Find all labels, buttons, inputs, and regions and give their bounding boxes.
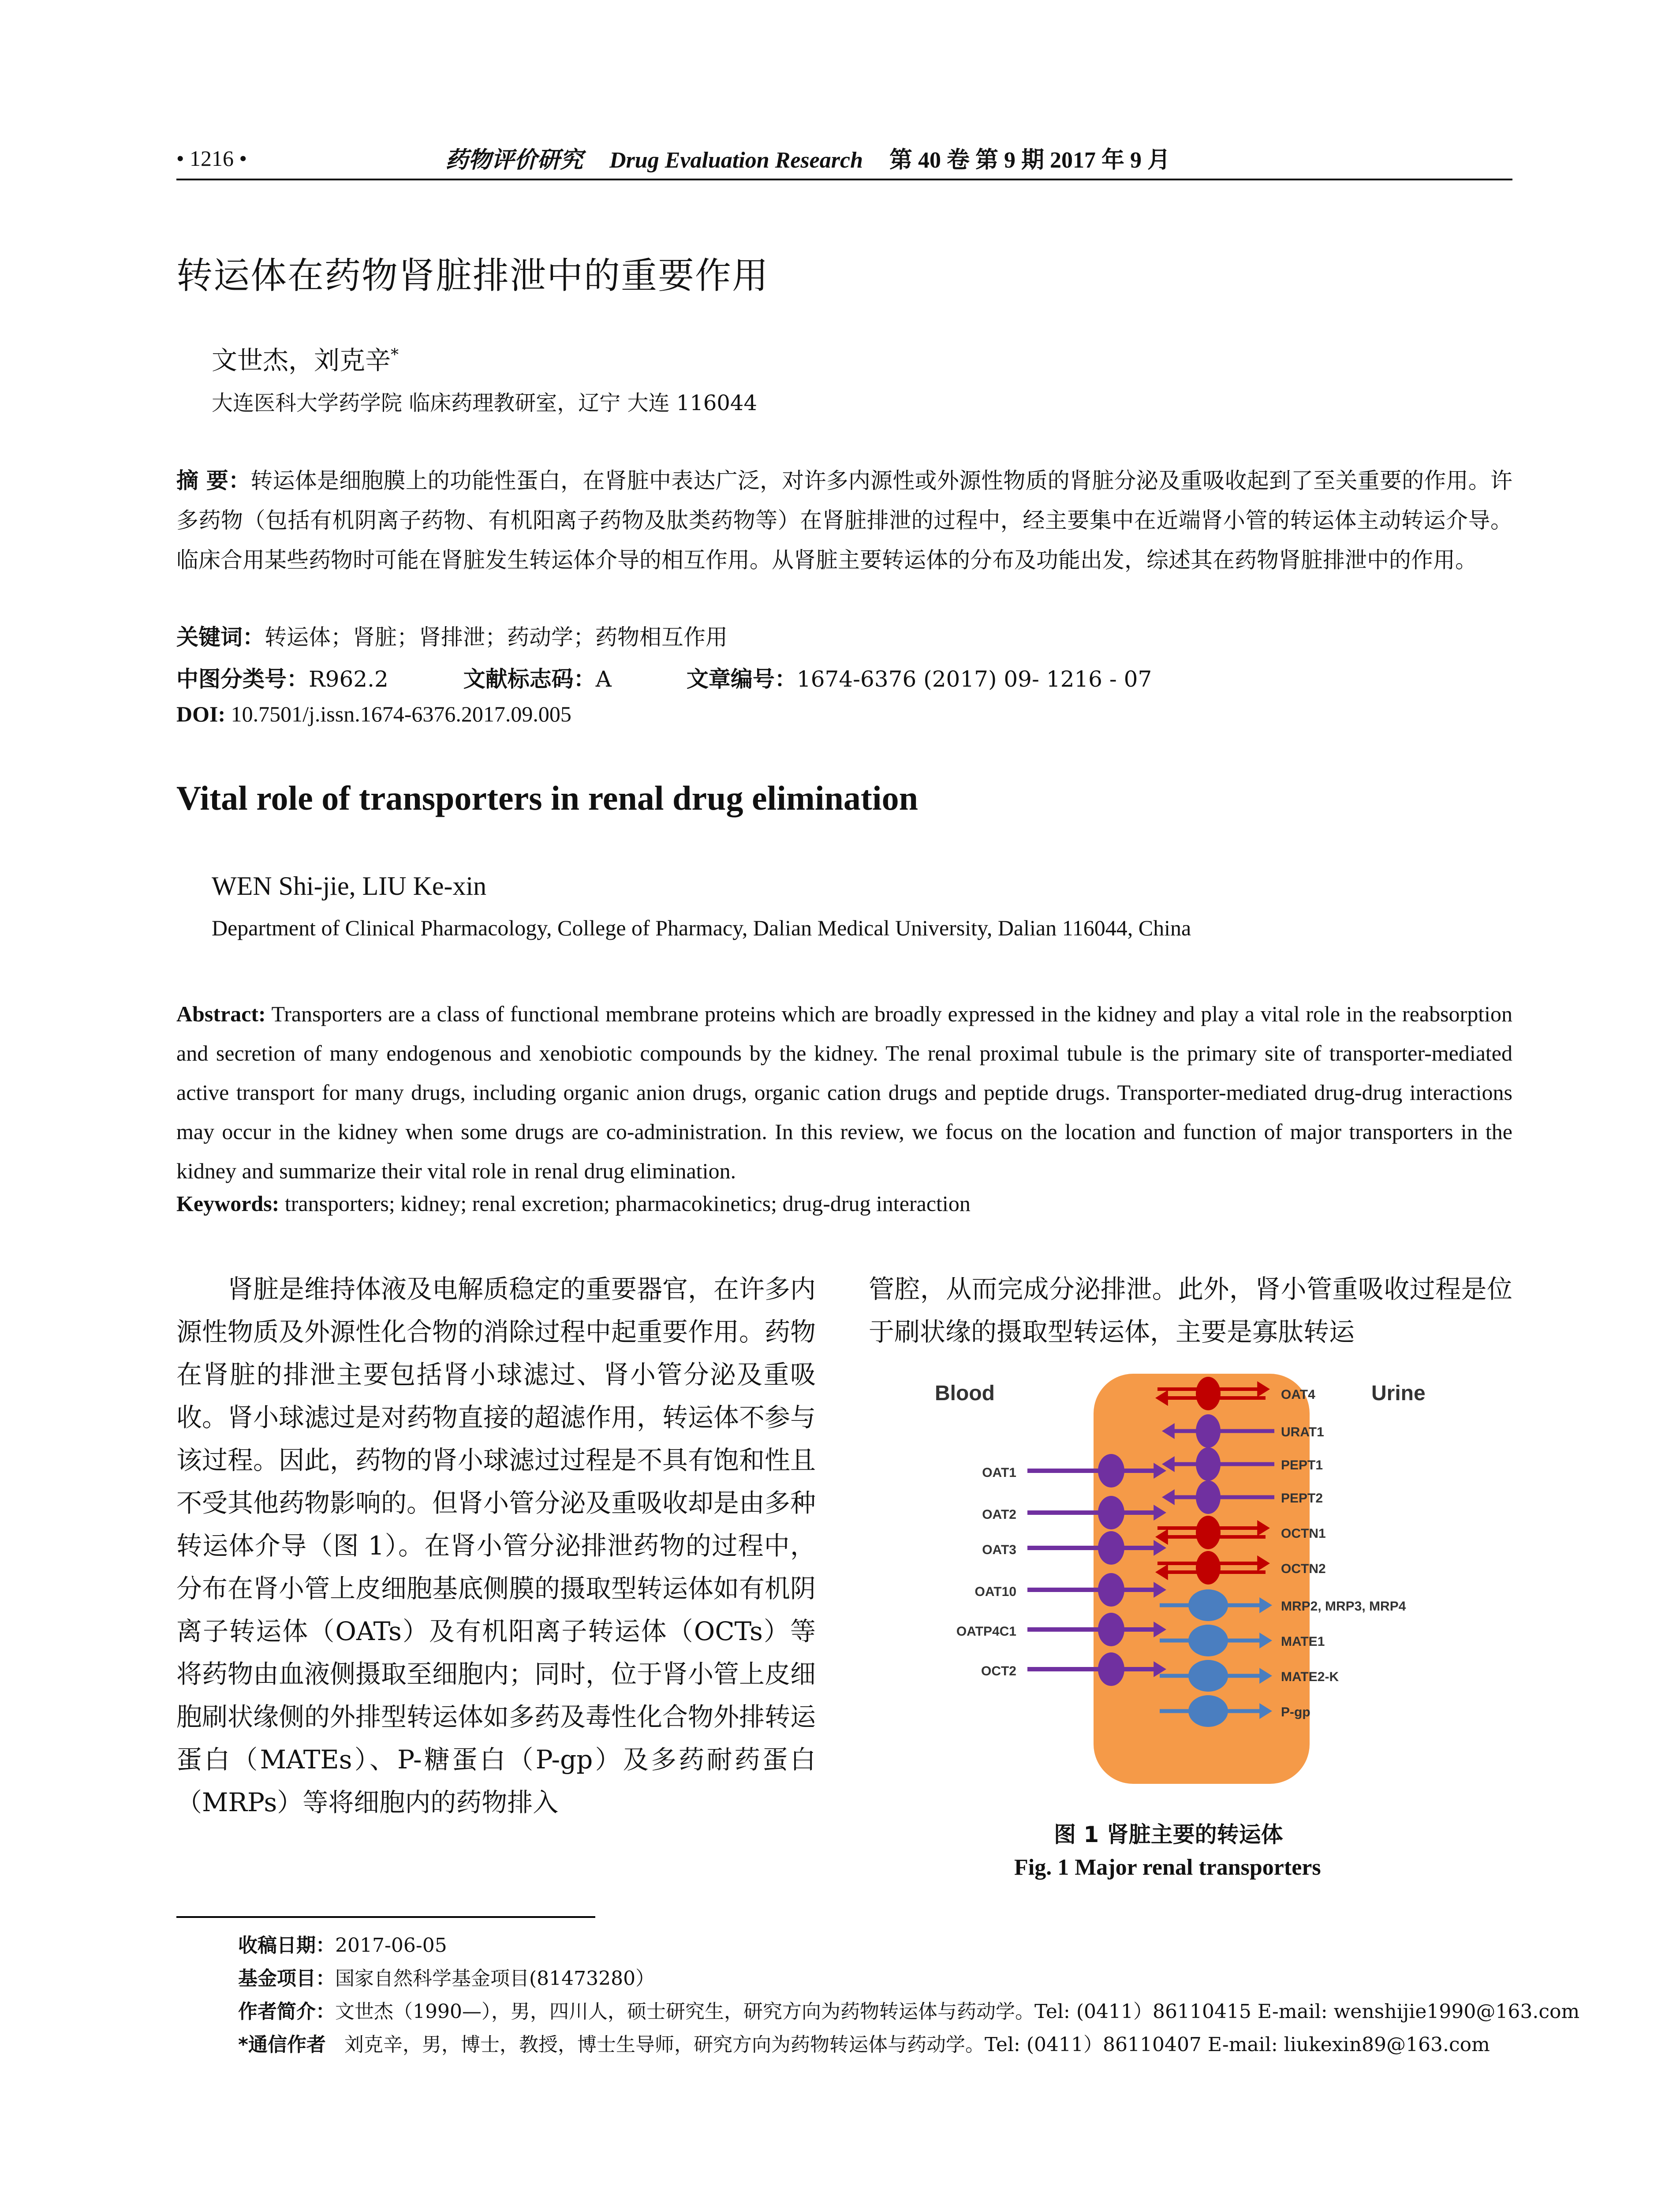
svg-text:OCT2: OCT2	[981, 1664, 1016, 1678]
corresponding-mark: *	[391, 346, 399, 364]
keywords-cn-text: 转运体；肾脏；肾排泄；药动学；药物相互作用	[265, 624, 728, 650]
article-title-en: Vital role of transporters in renal drug elimination	[176, 779, 918, 817]
keywords-cn	[176, 620, 728, 651]
svg-text:OAT3: OAT3	[982, 1543, 1016, 1557]
svg-text:PEPT1: PEPT1	[1281, 1458, 1323, 1472]
article-no-value: 1674-6376 (2017) 09- 1216 - 07	[796, 666, 1152, 692]
abstract-en-label: Abstract:	[176, 1002, 266, 1026]
svg-text:MATE2-K: MATE2-K	[1281, 1670, 1339, 1684]
body-left-column: 肾脏是维持体液及电解质稳定的重要器官，在许多内源性物质及外源性化合物的消除过程中起重要作用。药物在肾脏的排泄主要包括肾小球滤过、肾小管分泌及重吸收。肾小球滤过是对药物直接的超滤作用，转运体不参与该过程。因此，药物的肾小球滤过过程是不具有饱和性且不受其他药物影响的。但肾小管分泌及重吸收却是由多种转运体介导（图 1）。在肾小管分泌排泄药物的过程中，分布在肾小管上皮细胞基底侧膜的摄取型转运体如有机阴离子转运体（OATs）及有机阳离子转运体（OCTs）等将药物由血液侧摄取至细胞内；同时，位于肾小管上皮细胞刷状缘侧的外排型转运体如多药及毒性化合物外排转运蛋白（MATEs）、P-糖蛋白（P-gp）及多药耐药蛋白（MRPs）等将细胞内的药物排入	[176, 1274, 816, 1817]
journal-logo-cn: 药物评价研究	[445, 146, 583, 173]
footnote-corresponding	[238, 2029, 1490, 2057]
journal-name-en: Drug Evaluation Research	[609, 148, 863, 173]
svg-text:OAT2: OAT2	[982, 1507, 1016, 1522]
affiliation-cn: 大连医科大学药学院 临床药理教研室，辽宁 大连 116044	[212, 391, 758, 415]
class-label: 中图分类号：	[176, 666, 309, 692]
footnote-received	[238, 1929, 447, 1958]
footnote-fund-label: 基金项目：	[238, 1967, 335, 1990]
svg-text:P-gp: P-gp	[1281, 1705, 1310, 1719]
keywords-en	[176, 1191, 971, 1216]
abstract-cn-label: 摘 要：	[176, 468, 251, 493]
abstract-en-text: Transporters are a class of functional membrane proteins which are broadly expressed in the kidney and play a vital role in the reabsorption and secretion of many endogenous and xenobiotic compounds by the kidney. The renal proximal tubule is the primary site of transporter-mediated active transport for many drugs, including organic anion drugs, organic cation drugs and peptide drugs. Transporter-mediated drug-drug interactions may occur in the kidney when some drugs are co-administration. In this review, we focus on the location and function of major transporters in the kidney and summarize their vital role in renal drug elimination.	[176, 1002, 1512, 1183]
footnote-author-label: 作者简介：	[238, 2000, 335, 2023]
doi-line	[176, 701, 571, 727]
svg-text:MATE1: MATE1	[1281, 1634, 1325, 1649]
svg-text:OAT10: OAT10	[974, 1585, 1016, 1599]
svg-text:MRP2, MRP3, MRP4: MRP2, MRP3, MRP4	[1281, 1599, 1406, 1614]
doi-label: DOI:	[176, 702, 226, 726]
svg-text:OCTN2: OCTN2	[1281, 1562, 1326, 1576]
article-no-label: 文章编号：	[686, 666, 797, 692]
svg-text:URAT1: URAT1	[1281, 1425, 1324, 1439]
abstract-en	[176, 994, 1512, 1191]
renal-transporters-figure	[922, 1363, 1477, 1813]
svg-text:PEPT2: PEPT2	[1281, 1491, 1323, 1506]
footnote-received-value: 2017-06-05	[335, 1934, 447, 1957]
keywords-cn-label: 关键词：	[176, 624, 265, 650]
footnote-fund-value: 国家自然科学基金项目(81473280）	[335, 1967, 655, 1990]
header-rule	[176, 179, 1512, 180]
figure-caption-cn: 图 1 肾脏主要的转运体	[1054, 1822, 1283, 1847]
svg-text:OAT4: OAT4	[1281, 1387, 1315, 1402]
class-value: R962.2	[309, 666, 388, 692]
figure-caption-en: Fig. 1 Major renal transporters	[1014, 1855, 1321, 1880]
doc-code-value: A	[595, 666, 612, 692]
svg-text:OAT1: OAT1	[982, 1465, 1016, 1480]
abstract-cn	[176, 461, 1512, 580]
authors-en: WEN Shi-jie, LIU Ke-xin	[212, 871, 487, 901]
keywords-en-text: transporters; kidney; renal excretion; pharmacokinetics; drug-drug interaction	[284, 1191, 971, 1216]
affiliation-en: Department of Clinical Pharmacology, College of Pharmacy, Dalian Medical University, Dalian 116044, China	[212, 916, 1191, 940]
authors-cn	[212, 340, 399, 377]
footnote-author	[238, 1996, 1579, 2024]
volume-issue: 第 40 卷 第 9 期 2017 年 9 月	[889, 148, 1171, 173]
svg-text:OATP4C1: OATP4C1	[956, 1624, 1016, 1639]
footnote-corr-label: *通信作者	[238, 2033, 326, 2056]
footnote-received-label: 收稿日期：	[238, 1934, 335, 1957]
footnote-rule	[176, 1916, 595, 1918]
svg-text:OCTN1: OCTN1	[1281, 1526, 1326, 1541]
doi-value[interactable]: 10.7501/j.issn.1674-6376.2017.09.005	[231, 702, 571, 726]
urine-label: Urine	[1371, 1382, 1426, 1405]
classification-line	[176, 662, 1152, 693]
footnote-corr-value: 刘克辛，男，博士，教授，博士生导师，研究方向为药物转运体与药动学。Tel: (0411）86110407 E-mail: liukexin89@163.com	[344, 2033, 1490, 2056]
footnote-author-value: 文世杰（1990—），男，四川人，硕士研究生，研究方向为药物转运体与药动学。Tel: (0411）86110415 E-mail: wenshijie1990@163.com	[335, 2000, 1580, 2023]
running-header	[445, 141, 1170, 174]
authors-cn-text: 文世杰，刘克辛	[212, 345, 391, 375]
body-right-column: 管腔，从而完成分泌排泄。此外，肾小管重吸收过程是位于刷状缘的摄取型转运体，主要是寡肽转运	[869, 1274, 1512, 1347]
doc-code-label: 文献标志码：	[463, 666, 596, 692]
page-number: • 1216 •	[176, 146, 247, 171]
article-title-cn: 转运体在药物肾脏排泄中的重要作用	[176, 255, 769, 297]
footnote-fund	[238, 1962, 655, 1991]
keywords-en-label: Keywords:	[176, 1191, 280, 1216]
abstract-cn-text: 转运体是细胞膜上的功能性蛋白，在肾脏中表达广泛，对许多内源性或外源性物质的肾脏分泌及重吸收起到了至关重要的作用。许多药物（包括有机阴离子药物、有机阳离子药物及肽类药物等）在肾脏排泄的过程中，经主要集中在近端肾小管的转运体主动转运介导。临床合用某些药物时可能在肾脏发生转运体介导的相互作用。从肾脏主要转运体的分布及功能出发，综述其在药物肾脏排泄中的作用。	[176, 468, 1512, 573]
blood-label: Blood	[935, 1382, 995, 1405]
